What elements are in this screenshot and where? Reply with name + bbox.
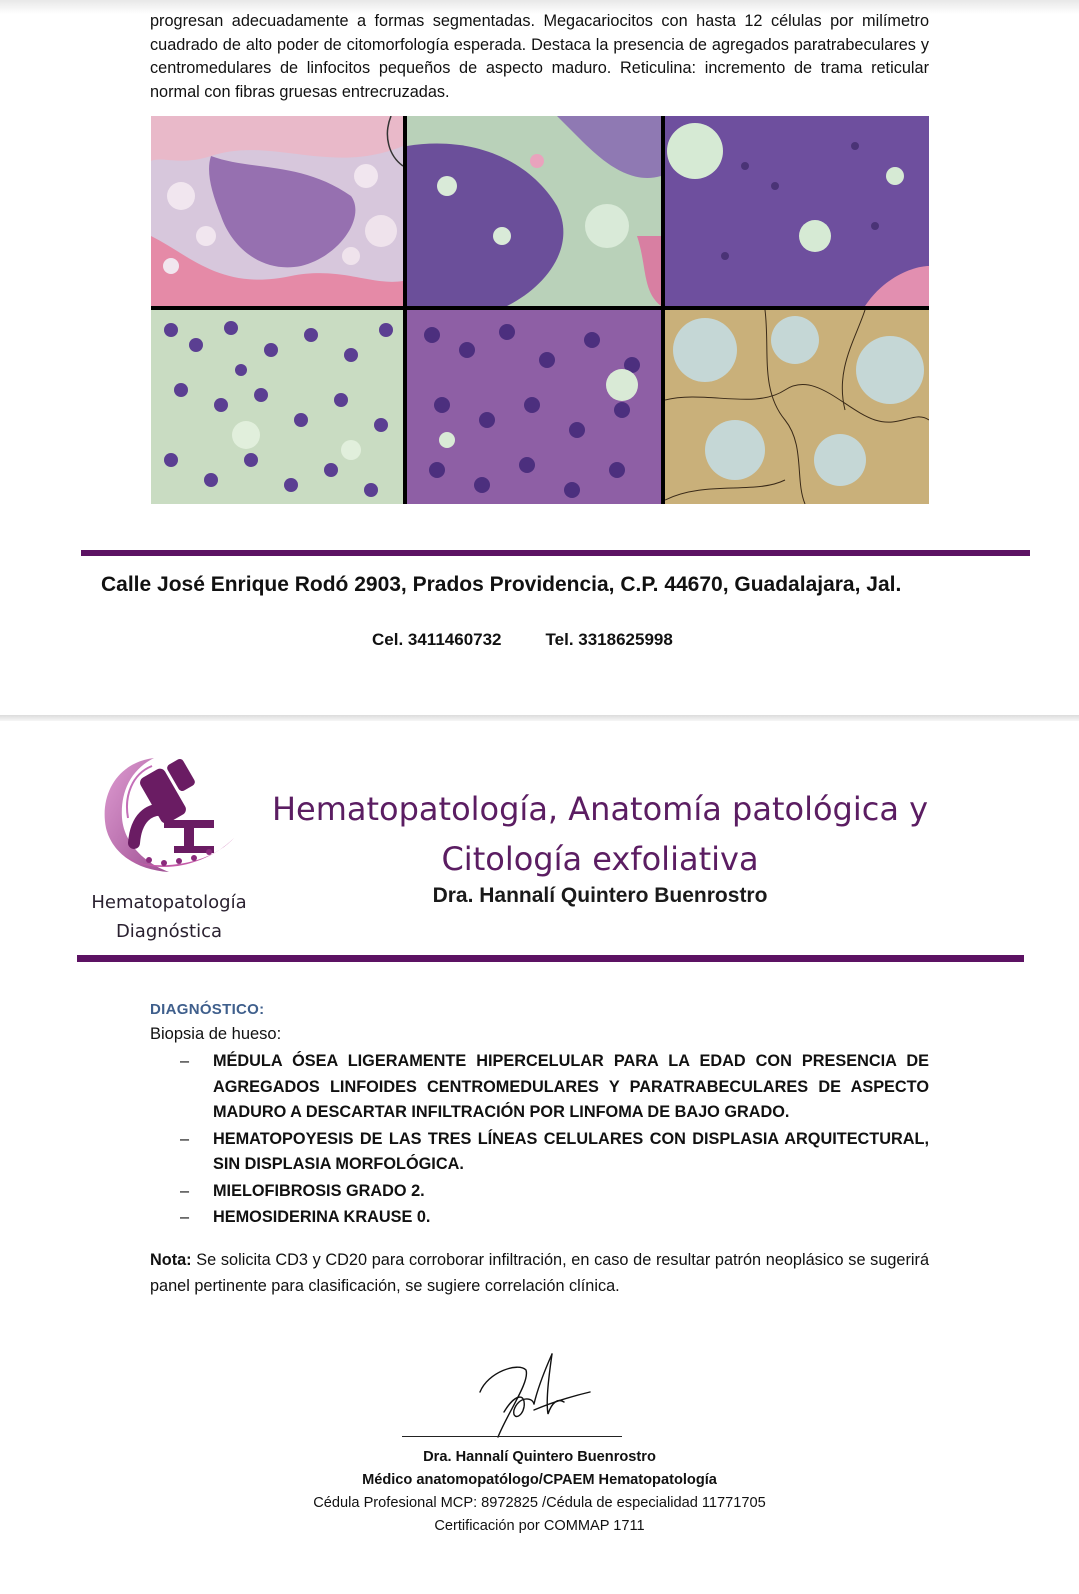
footer-rule	[81, 550, 1030, 556]
clinic-title	[255, 784, 945, 884]
tel-number: Tel. 3318625998	[545, 630, 673, 649]
logo-caption-line2: Diagnóstica	[115, 921, 223, 942]
signature-block	[250, 1446, 829, 1538]
cel-number: Cel. 3411460732	[372, 630, 502, 649]
signer-name: Dra. Hannalí Quintero Buenrostro	[423, 1449, 656, 1465]
note-label: Nota:	[150, 1251, 192, 1269]
list-dash: –	[180, 1181, 190, 1200]
signer-certification: Certificación por COMMAP 1711	[434, 1518, 645, 1534]
clinic-address: Calle José Enrique Rodó 2903, Prados Providencia, C.P. 44670, Guadalajara, Jal.	[101, 573, 902, 596]
report-paragraph: progresan adecuadamente a formas segmentadas. Megacariocitos con hasta 12 células por milímetro cuadrado de alto poder de citomorfología esperada. Destaca la presencia de agregados paratrabeculares y centromedulares de linfocitos pequeños de aspecto maduro. Reticulina: incremento de trama reticular normal con fibras gruesas entrecruzadas.	[150, 12, 929, 101]
micrograph-high-power-cells	[151, 310, 403, 504]
signer-role: Médico anatomopatólogo/CPAEM Hematopatología	[362, 1472, 717, 1488]
logo-caption	[80, 888, 258, 946]
header-doctor-name: Dra. Hannalí Quintero Buenrostro	[432, 884, 768, 907]
diagnosis-heading: DIAGNÓSTICO:	[150, 1001, 265, 1018]
diagnosis-item: – HEMOSIDERINA KRAUSE 0.	[180, 1205, 929, 1231]
logo-caption-line1: Hematopatología	[91, 892, 247, 913]
diagnosis-item: – MÉDULA ÓSEA LIGERAMENTE HIPERCELULAR PARA LA EDAD CON PRESENCIA DE AGREGADOS LINFOIDES CENTROMEDULARES Y PARATRABECULARES DE ASPECTO MADURO A DESCARTAR INFILTRACIÓN POR LINFOMA DE BAJO GRADO.	[180, 1049, 929, 1126]
specimen-label: Biopsia de hueso:	[150, 1025, 282, 1043]
micrograph-dense-lymphocytes	[407, 310, 661, 504]
clinic-title-line1: Hematopatología, Anatomía patológica y	[271, 790, 929, 828]
signature-scribble	[478, 1352, 598, 1442]
signer-cedula: Cédula Profesional MCP: 8972825 /Cédula de especialidad 11771705	[313, 1495, 766, 1511]
micrograph-lymphoid-aggregate	[407, 116, 661, 306]
diagnosis-list	[180, 1049, 929, 1232]
note-text: Se solicita CD3 y CD20 para corroborar infiltración, en caso de resultar patrón neoplásico se sugerirá panel pertinente para clasificación, se sugiere correlación clínica.	[150, 1251, 929, 1295]
contact-numbers	[372, 630, 673, 650]
micrograph-hypercellular-marrow	[665, 116, 929, 306]
list-dash: –	[180, 1129, 190, 1148]
list-dash: –	[180, 1052, 190, 1070]
micrograph-reticulin-stain	[665, 310, 929, 504]
diagnosis-item: – HEMATOPOYESIS DE LAS TRES LÍNEAS CELULARES CON DISPLASIA ARQUITECTURAL, SIN DISPLASIA MORFOLÓGICA.	[180, 1127, 929, 1178]
page-separator	[0, 715, 1079, 721]
diagnosis-item: – MIELOFIBROSIS GRADO 2.	[180, 1179, 929, 1205]
micrograph-grid	[151, 116, 929, 504]
microscope-logo	[94, 748, 244, 878]
note-paragraph	[150, 1247, 929, 1299]
header-rule	[77, 955, 1024, 962]
signature-line	[402, 1436, 622, 1437]
micrograph-low-power-bone	[151, 116, 403, 306]
clinic-title-line2: Citología exfoliativa	[441, 840, 759, 878]
list-dash: –	[180, 1208, 190, 1226]
